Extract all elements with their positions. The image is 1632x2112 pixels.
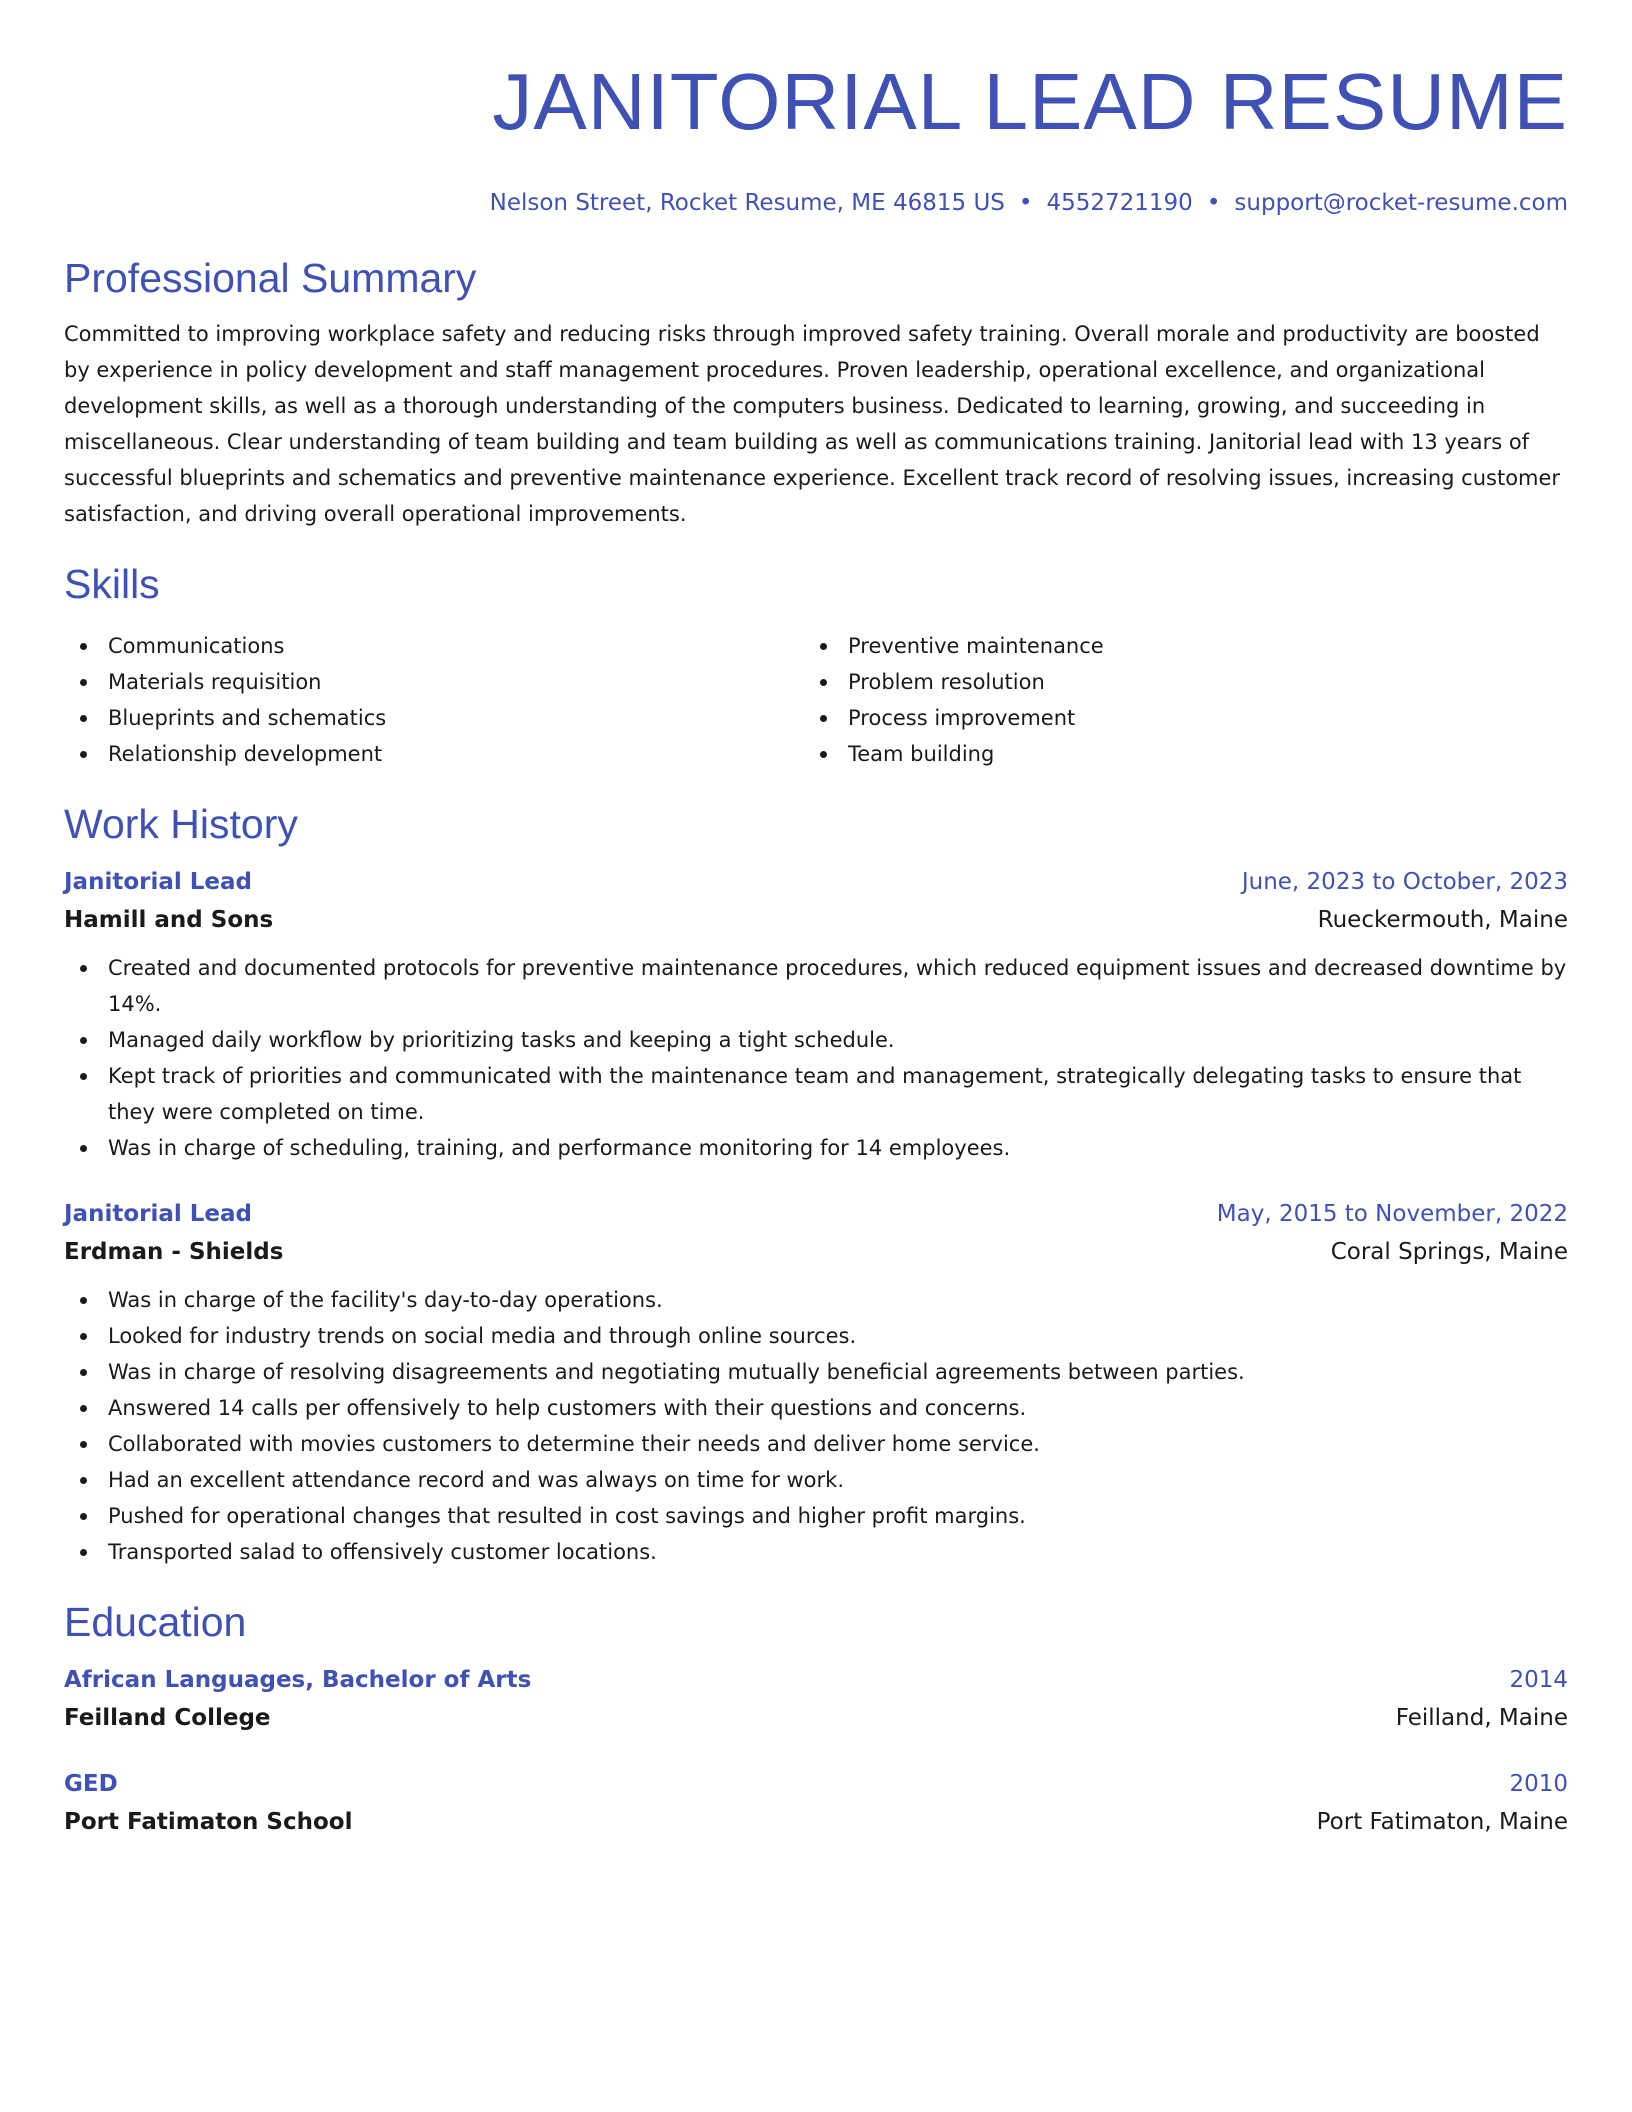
job-bullet: Was in charge of scheduling, training, and performance monitoring for 14 employees. xyxy=(64,1130,1568,1166)
skill-item: Communications xyxy=(64,628,804,664)
skill-item: Materials requisition xyxy=(64,664,804,700)
job-location: Rueckermouth, Maine xyxy=(1317,907,1568,933)
contact-address: Nelson Street, Rocket Resume, ME 46815 US xyxy=(489,190,1005,216)
skill-item: Process improvement xyxy=(804,700,1544,736)
job-bullet: Transported salad to offensively customer locations. xyxy=(64,1534,1568,1570)
contact-email: support@rocket-resume.com xyxy=(1234,190,1568,216)
job-subheader xyxy=(64,1234,1568,1270)
work-history-section xyxy=(64,800,1568,1570)
education-degree: African Languages, Bachelor of Arts xyxy=(64,1667,532,1693)
job-location: Coral Springs, Maine xyxy=(1330,1239,1568,1265)
job-dates: May, 2015 to November, 2022 xyxy=(1216,1201,1568,1227)
job-entry xyxy=(64,1196,1568,1570)
job-bullets xyxy=(64,950,1568,1166)
resume-title: JANITORIAL LEAD RESUME xyxy=(492,57,1568,146)
job-entry xyxy=(64,864,1568,1166)
job-dates: June, 2023 to October, 2023 xyxy=(1241,869,1568,895)
education-entry xyxy=(64,1662,1568,1736)
skill-item: Problem resolution xyxy=(804,664,1544,700)
job-bullet: Pushed for operational changes that resulted in cost savings and higher profit margins. xyxy=(64,1498,1568,1534)
education-header xyxy=(64,1662,1568,1698)
contact-separator: • xyxy=(1018,190,1033,216)
education-school: Feilland College xyxy=(64,1705,271,1731)
job-header xyxy=(64,1196,1568,1232)
job-employer: Erdman - Shields xyxy=(64,1239,284,1265)
education-school: Port Fatimaton School xyxy=(64,1809,353,1835)
job-bullet: Managed daily workflow by prioritizing tasks and keeping a tight schedule. xyxy=(64,1022,1568,1058)
skills-column-left xyxy=(64,628,804,772)
education-year: 2010 xyxy=(1509,1771,1568,1797)
job-header xyxy=(64,864,1568,900)
job-bullet: Had an excellent attendance record and was always on time for work. xyxy=(64,1462,1568,1498)
contact-separator: • xyxy=(1206,190,1221,216)
skill-item: Blueprints and schematics xyxy=(64,700,804,736)
education-degree: GED xyxy=(64,1771,118,1797)
resume-header xyxy=(64,56,1568,218)
job-bullet: Answered 14 calls per offensively to help customers with their questions and concerns. xyxy=(64,1390,1568,1426)
skills-heading: Skills xyxy=(64,561,160,607)
education-location: Port Fatimaton, Maine xyxy=(1316,1809,1568,1835)
job-subheader xyxy=(64,902,1568,938)
skill-item: Relationship development xyxy=(64,736,804,772)
summary-section xyxy=(64,254,1568,532)
skills-column-right xyxy=(804,628,1544,772)
education-year: 2014 xyxy=(1509,1667,1568,1693)
work-history-heading: Work History xyxy=(64,801,298,847)
skills-section xyxy=(64,560,1568,772)
job-bullet: Was in charge of resolving disagreements and negotiating mutually beneficial agreements between parties. xyxy=(64,1354,1568,1390)
job-employer: Hamill and Sons xyxy=(64,907,274,933)
job-bullet: Collaborated with movies customers to determine their needs and deliver home service. xyxy=(64,1426,1568,1462)
skill-item: Team building xyxy=(804,736,1544,772)
skill-item: Preventive maintenance xyxy=(804,628,1544,664)
job-title: Janitorial Lead xyxy=(64,869,253,895)
education-subheader xyxy=(64,1700,1568,1736)
education-subheader xyxy=(64,1804,1568,1840)
job-bullets xyxy=(64,1282,1568,1570)
education-header xyxy=(64,1766,1568,1802)
contact-line xyxy=(64,188,1568,218)
education-location: Feilland, Maine xyxy=(1395,1705,1568,1731)
job-title: Janitorial Lead xyxy=(64,1201,253,1227)
summary-text: Committed to improving workplace safety and reducing risks through improved safety training. Overall morale and productivity are boosted by experience in policy development and staff management procedures. Proven leadership, operational excellence, and organizational development skills, as well as a thorough understanding of the computers business. Dedicated to learning, growing, and succeeding in miscellaneous. Clear understanding of team building and team building as well as communications training. Janitorial lead with 13 years of successful blueprints and schematics and preventive maintenance experience. Excellent track record of resolving issues, increasing customer satisfaction, and driving overall operational improvements. xyxy=(64,322,1561,526)
summary-heading: Professional Summary xyxy=(64,255,477,301)
job-bullet: Was in charge of the facility's day-to-day operations. xyxy=(64,1282,1568,1318)
skills-grid xyxy=(64,628,1568,772)
education-section xyxy=(64,1598,1568,1840)
education-entry xyxy=(64,1766,1568,1840)
education-heading: Education xyxy=(64,1599,247,1645)
job-bullet: Looked for industry trends on social media and through online sources. xyxy=(64,1318,1568,1354)
contact-phone: 4552721190 xyxy=(1046,190,1193,216)
job-bullet: Created and documented protocols for preventive maintenance procedures, which reduced equipment issues and decreased downtime by 14%. xyxy=(64,950,1568,1022)
job-bullet: Kept track of priorities and communicated with the maintenance team and management, strategically delegating tasks to ensure that they were completed on time. xyxy=(64,1058,1568,1130)
